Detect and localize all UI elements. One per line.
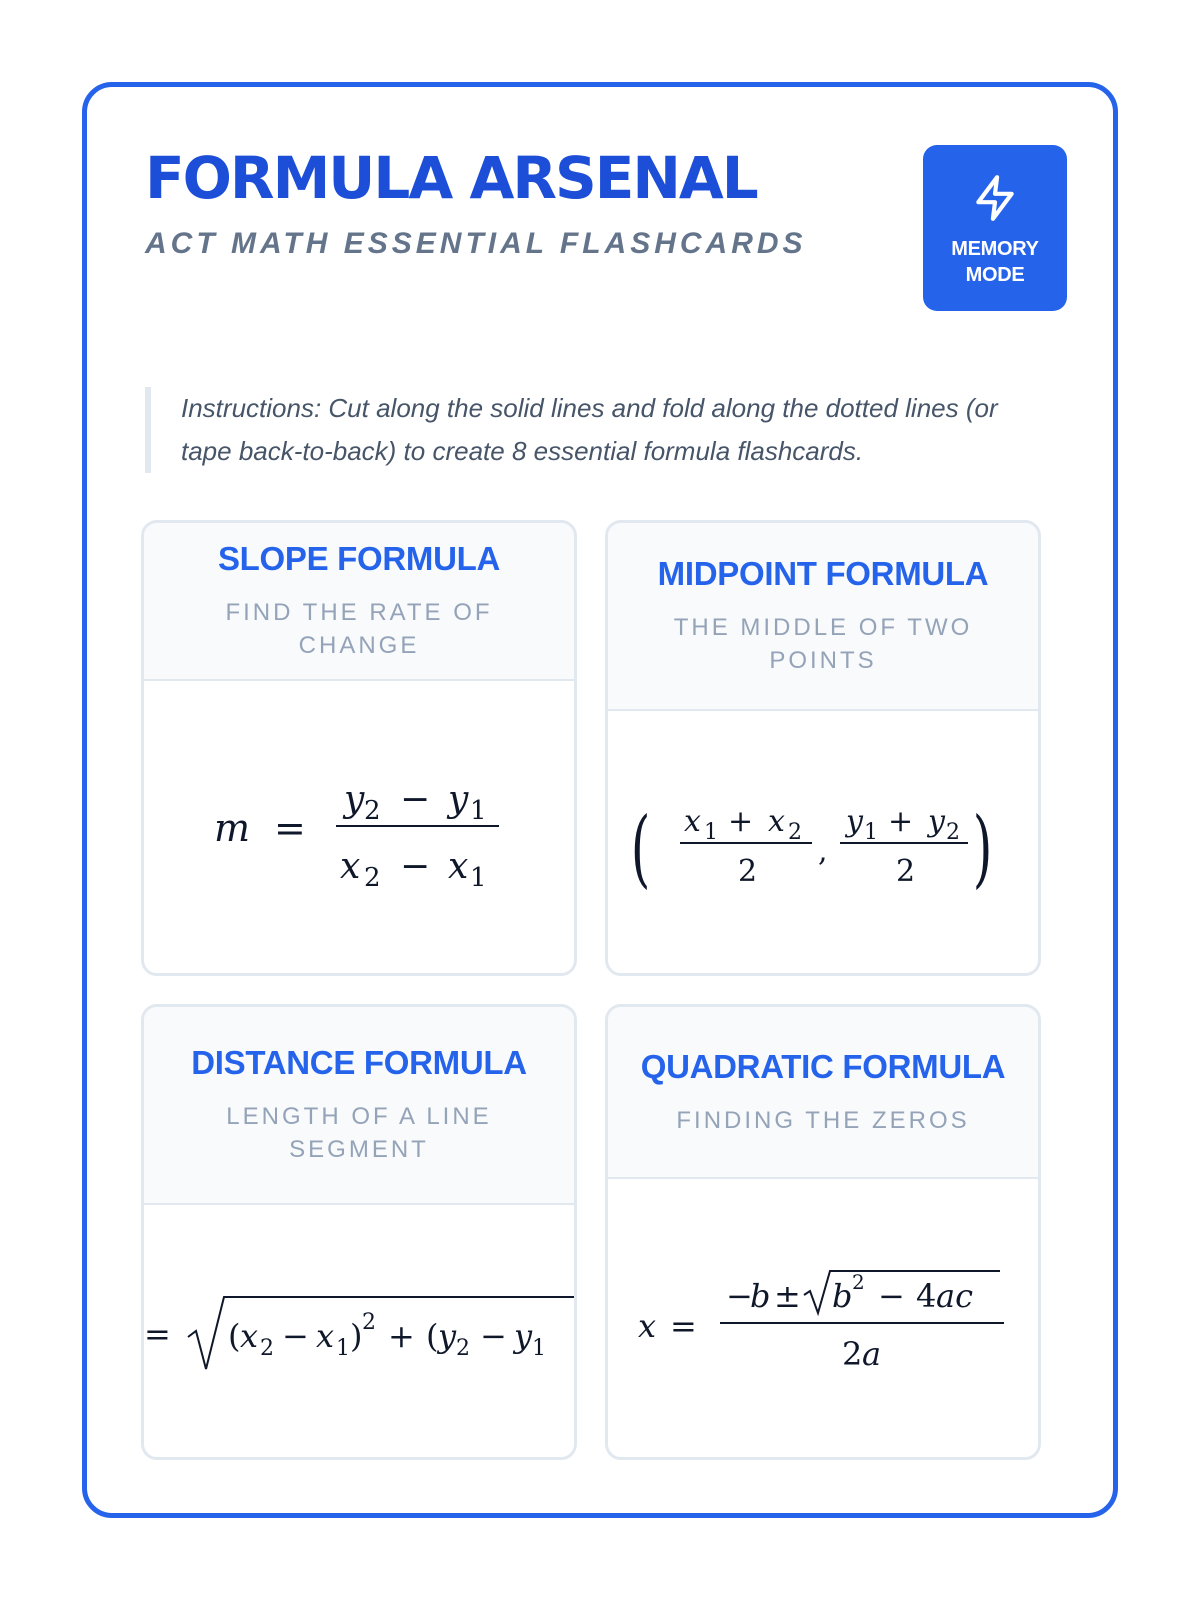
memory-mode-button[interactable] [923, 145, 1067, 311]
memory-mode-label: MEMORY MODE [951, 238, 1039, 286]
svg-text:−: − [726, 1277, 753, 1315]
svg-text:1: 1 [864, 820, 878, 845]
svg-text:x: x [240, 1317, 259, 1355]
svg-text:ac: ac [936, 1277, 973, 1315]
page-title: FORMULA ARSENAL [145, 144, 757, 212]
card-header [144, 1007, 574, 1205]
distance-formula [144, 1205, 574, 1457]
svg-text:m: m [214, 806, 251, 850]
svg-text:x: x [638, 1307, 657, 1345]
svg-text:2: 2 [946, 820, 960, 845]
card-subtitle: THE MIDDLE OF TWO POINTS [673, 614, 973, 674]
svg-text:x: x [684, 804, 701, 839]
card-title: MIDPOINT FORMULA [657, 555, 989, 592]
card-slope-formula [141, 520, 577, 976]
svg-text:x: x [316, 1317, 335, 1355]
card-formula-area [608, 1179, 1038, 1457]
svg-text:a: a [862, 1335, 882, 1373]
svg-text:1: 1 [532, 1336, 546, 1361]
instructions-text: Instructions: Cut along the solid lines and fold along the dotted lines (or tape back-to-back) to create 8 essential formula flashcards. [145, 387, 1045, 473]
card-quadratic-formula [605, 1004, 1041, 1460]
quadratic-formula [608, 1179, 1038, 1457]
svg-text:−: − [480, 1317, 507, 1355]
slope-formula [144, 681, 574, 973]
svg-text:x: x [448, 846, 469, 887]
svg-text:1: 1 [704, 820, 718, 845]
svg-text:1: 1 [336, 1336, 350, 1361]
card-distance-formula [141, 1004, 577, 1460]
svg-text:=: = [144, 1315, 171, 1353]
svg-text:2: 2 [364, 796, 381, 826]
svg-text:1: 1 [470, 796, 487, 826]
svg-text:2: 2 [852, 1270, 865, 1294]
card-header [608, 1007, 1038, 1179]
svg-text:−: − [878, 1277, 905, 1315]
svg-text:−: − [400, 779, 431, 820]
card-title: DISTANCE FORMULA [191, 1044, 527, 1081]
midpoint-formula [608, 711, 1038, 973]
svg-text:y: y [448, 779, 469, 820]
svg-text:2: 2 [364, 863, 381, 893]
card-subtitle: FIND THE RATE OF CHANGE [225, 599, 493, 659]
svg-text:y: y [344, 779, 365, 820]
card-title: QUADRATIC FORMULA [640, 1047, 1006, 1085]
card-title: SLOPE FORMULA [217, 540, 501, 577]
svg-text:2: 2 [896, 854, 916, 889]
flashcard-sheet [82, 82, 1118, 1518]
svg-text:y: y [928, 804, 945, 839]
svg-text:+: + [728, 804, 754, 839]
svg-text:): ) [350, 1317, 363, 1355]
svg-text:+: + [888, 804, 914, 839]
lightning-icon [970, 173, 1020, 228]
svg-text:b: b [750, 1277, 771, 1315]
svg-text:(: ( [426, 1317, 439, 1355]
svg-text:−: − [282, 1317, 309, 1355]
svg-text:2: 2 [362, 1310, 376, 1335]
svg-text:±: ± [774, 1277, 801, 1315]
svg-text:4: 4 [916, 1277, 937, 1315]
card-subtitle: LENGTH OF A LINE SEGMENT [226, 1103, 492, 1163]
svg-text:2: 2 [456, 1336, 470, 1361]
svg-text:=: = [274, 806, 306, 850]
svg-text:1: 1 [470, 863, 487, 893]
svg-text:+: + [388, 1317, 415, 1355]
svg-text:2: 2 [738, 854, 758, 889]
svg-text:x: x [768, 804, 785, 839]
svg-text:=: = [670, 1307, 697, 1345]
svg-text:,: , [818, 834, 828, 869]
svg-text:x: x [340, 846, 361, 887]
card-midpoint-formula [605, 520, 1041, 976]
card-subtitle: FINDING THE ZEROS [676, 1106, 970, 1134]
svg-text:): ) [972, 800, 993, 898]
card-header [608, 523, 1038, 711]
card-header [144, 523, 574, 681]
card-formula-area [608, 711, 1038, 973]
svg-text:y: y [846, 804, 863, 839]
svg-text:2: 2 [842, 1335, 863, 1373]
page-subtitle: ACT MATH ESSENTIAL FLASHCARDS [145, 227, 807, 260]
svg-text:2: 2 [788, 820, 802, 845]
card-formula-area [144, 681, 574, 973]
svg-text:y: y [514, 1317, 533, 1355]
card-formula-area [144, 1205, 574, 1457]
svg-text:b: b [832, 1277, 853, 1315]
svg-text:2: 2 [260, 1336, 274, 1361]
svg-text:(: ( [228, 1317, 241, 1355]
svg-text:(: ( [630, 800, 651, 898]
svg-text:y: y [438, 1317, 457, 1355]
svg-text:−: − [400, 846, 431, 887]
